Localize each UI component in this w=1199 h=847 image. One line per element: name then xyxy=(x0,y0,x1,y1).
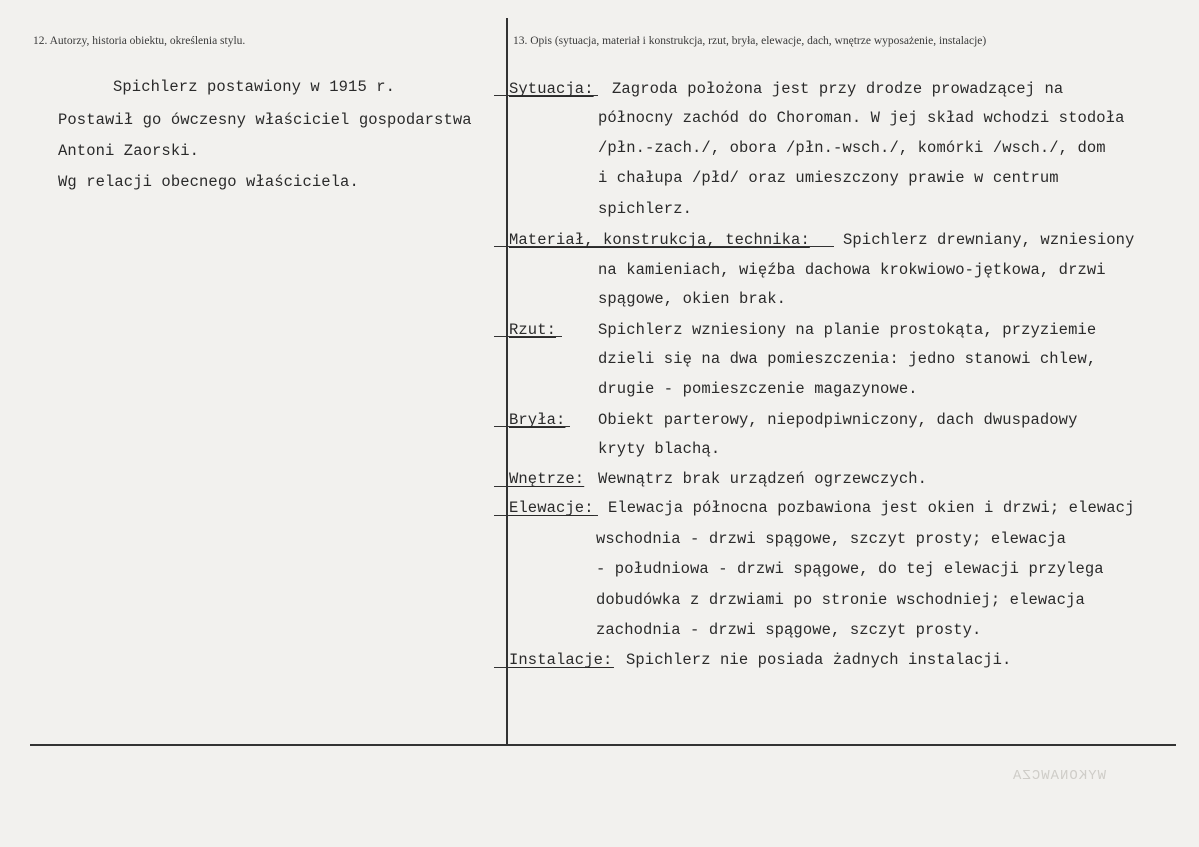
label-bryla: Bryła: xyxy=(509,411,566,429)
elewacje-line: - południowa - drzwi spągowe, do tej elewacji przylega xyxy=(596,560,1104,578)
sytuacja-line: /płn.-zach./, obora /płn.-wsch./, komórki /wsch./, dom xyxy=(598,139,1106,157)
history-line-2: Postawił go ówczesny właściciel gospodarstwa xyxy=(58,111,472,129)
rzut-line: Spichlerz wzniesiony na planie prostokąta, przyziemie xyxy=(598,321,1097,339)
elewacje-line: zachodnia - drzwi spągowe, szczyt prosty. xyxy=(596,621,982,639)
label-wnetrze: Wnętrze: xyxy=(509,470,585,488)
label-instalacje: Instalacje: xyxy=(509,651,613,669)
material-line: Spichlerz drewniany, wzniesiony xyxy=(843,231,1135,249)
wnetrze-line: Wewnątrz brak urządzeń ogrzewczych. xyxy=(598,470,928,488)
label-sytuacja: Sytuacja: xyxy=(509,80,594,98)
sytuacja-line: Zagroda położona jest przy drodze prowadzącej na xyxy=(612,80,1064,98)
instalacje-line: Spichlerz nie posiada żadnych instalacji. xyxy=(626,651,1012,669)
bryla-line: Obiekt parterowy, niepodpiwniczony, dach dwuspadowy xyxy=(598,411,1078,429)
bleed-through-text: WYKONAWCZA xyxy=(1012,768,1107,784)
bryla-line: kryty blachą. xyxy=(598,440,721,458)
label-elewacje: Elewacje: xyxy=(509,499,594,517)
bottom-rule xyxy=(30,744,1176,746)
rzut-line: dzieli się na dwa pomieszczenia: jedno stanowi chlew, xyxy=(598,350,1097,368)
rzut-line: drugie - pomieszczenie magazynowe. xyxy=(598,380,918,398)
label-material: Materiał, konstrukcja, technika: xyxy=(509,231,810,249)
sytuacja-line: północny zachód do Choroman. W jej skład wchodzi stodoła xyxy=(598,109,1125,127)
material-line: spągowe, okien brak. xyxy=(598,290,787,308)
material-line: na kamieniach, więźba dachowa krokwiowo-jętkowa, drzwi xyxy=(598,261,1106,279)
label-rzut: Rzut: xyxy=(509,321,557,339)
elewacje-line: Elewacja północna pozbawiona jest okien i drzwi; elewacj xyxy=(608,499,1135,517)
history-line-3: Antoni Zaorski. xyxy=(58,142,200,160)
elewacje-line: wschodnia - drzwi spągowe, szczyt prosty; elewacja xyxy=(596,530,1067,548)
column-divider xyxy=(506,18,508,746)
elewacje-line: dobudówka z drzwiami po stronie wschodniej; elewacja xyxy=(596,591,1085,609)
section-12-heading: 12. Autorzy, historia obiektu, określenia stylu. xyxy=(33,35,246,47)
sytuacja-line: i chałupa /płd/ oraz umieszczony prawie w centrum xyxy=(598,169,1059,187)
sytuacja-line: spichlerz. xyxy=(598,200,693,218)
section-13-heading: 13. Opis (sytuacja, materiał i konstrukcja, rzut, bryła, elewacje, dach, wnętrze wyposażenie, instalacje) xyxy=(513,35,987,47)
history-line-1: Spichlerz postawiony w 1915 r. xyxy=(113,78,396,96)
history-line-4: Wg relacji obecnego właściciela. xyxy=(58,173,359,191)
